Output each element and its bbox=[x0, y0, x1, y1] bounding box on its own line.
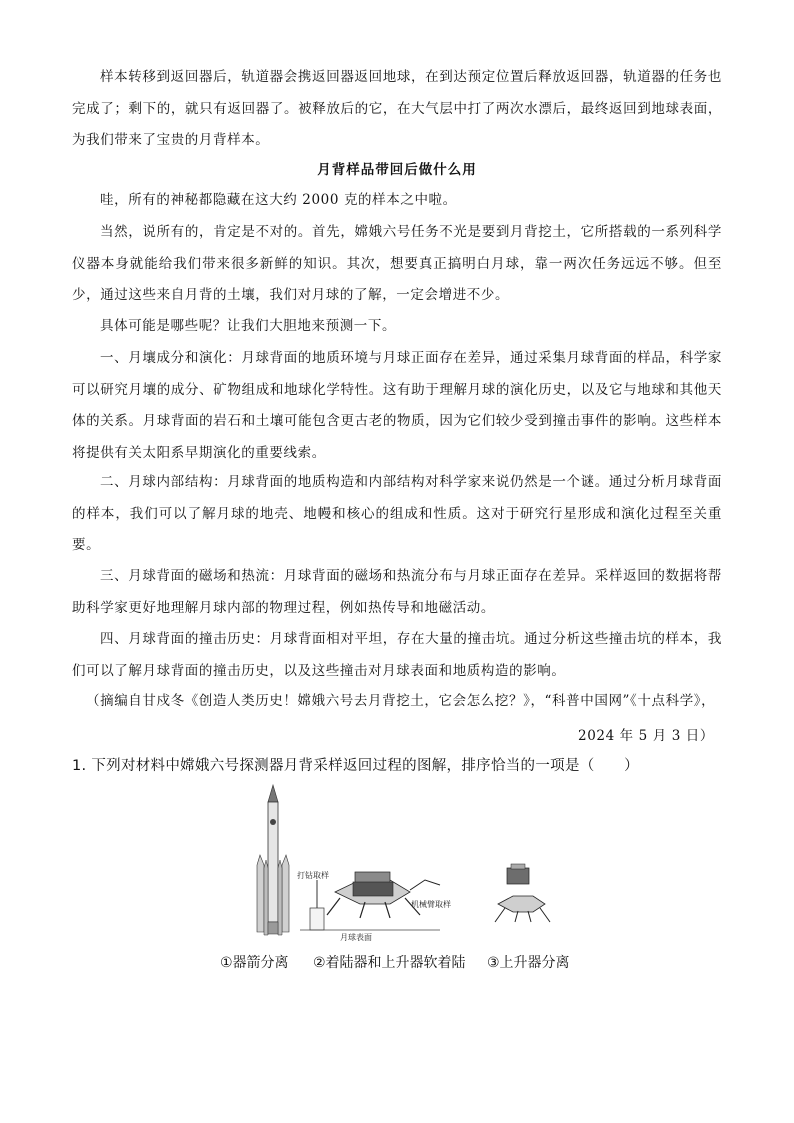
paragraph-5: 二、月球内部结构：月球背面的地质构造和内部结构对科学家来说仍然是一个谜。通过分析月球背面的样本，我们可以了解月球的地壳、地幔和核心的组成和性质。这对于研究行星形成和演化过程至关重要。 bbox=[72, 474, 722, 553]
paragraph-2: 当然，说所有的，肯定是不对的。首先，嫦娥六号任务不光是要到月背挖土，它所搭载的一系列科学仪器本身就能给我们带来很多新鲜的知识。其次，想要真正搞明白月球，靠一两次任务远远不够。但至少，通过这些来自月背的土壤，我们对月球的了解，一定会增进不少。 bbox=[72, 224, 722, 303]
drill-label: 打钻取样 bbox=[297, 871, 329, 880]
citation-date: 2024 年 5 月 3 日） bbox=[578, 728, 714, 744]
arm-label: 机械臂取样 bbox=[411, 900, 451, 909]
rocket-image bbox=[257, 785, 289, 935]
surface-label: 月球表面 bbox=[340, 933, 372, 942]
caption-2: ②着陆器和上升器软着陆 bbox=[313, 955, 466, 971]
ascender-image bbox=[495, 864, 550, 922]
question-1: 1. 下列对材料中嫦娥六号探测器月背采样返回过程的图解，排序恰当的一项是（ ） bbox=[72, 758, 639, 774]
paragraph-4: 一、月壤成分和演化：月球背面的地质环境与月球正面存在差异，通过采集月球背面的样品，科学家可以研究月壤的成分、矿物组成和地球化学特性。这有助于理解月球的演化历史，以及它与地球和其他天体的关系。月球背面的岩石和土壤可能包含更古老的物质，因为它们较少受到撞击事件的影响。这些样本将提供有关太阳系早期演化的重要线索。 bbox=[72, 350, 722, 461]
paragraph-6: 三、月球背面的磁场和热流：月球背面的磁场和热流分布与月球正面存在差异。采样返回的数据将帮助科学家更好地理解月球内部的物理过程，例如热传导和地磁活动。 bbox=[72, 568, 722, 616]
source-citation: （摘编自甘戍冬《创造人类历史！嫦娥六号去月背挖土，它会怎么挖？》，“科普中国网”《十点科学》， bbox=[86, 693, 716, 709]
paragraph-7: 四、月球背面的撞击历史：月球背面相对平坦，存在大量的撞击坑。通过分析这些撞击坑的样本，我们可以了解月球背面的撞击历史，以及这些撞击对月球表面和地质构造的影响。 bbox=[72, 631, 722, 679]
paragraph-3: 具体可能是哪些呢？让我们大胆地来预测一下。 bbox=[100, 318, 397, 334]
section-heading: 月背样品带回后做什么用 bbox=[317, 162, 477, 178]
paragraph-1: 哇，所有的神秘都隐藏在这大约 2000 克的样本之中啦。 bbox=[100, 192, 457, 208]
process-illustration bbox=[215, 780, 595, 950]
intro-paragraph: 样本转移到返回器后，轨道器会携返回器返回地球，在到达预定位置后释放返回器，轨道器的任务也完成了；剩下的，就只有返回器了。被释放后的它，在大气层中打了两次水漂后，最终返回到地球表面，为我们带来了宝贵的月背样本。 bbox=[72, 69, 722, 148]
caption-3: ③上升器分离 bbox=[487, 955, 570, 971]
caption-1: ①器箭分离 bbox=[220, 955, 289, 971]
